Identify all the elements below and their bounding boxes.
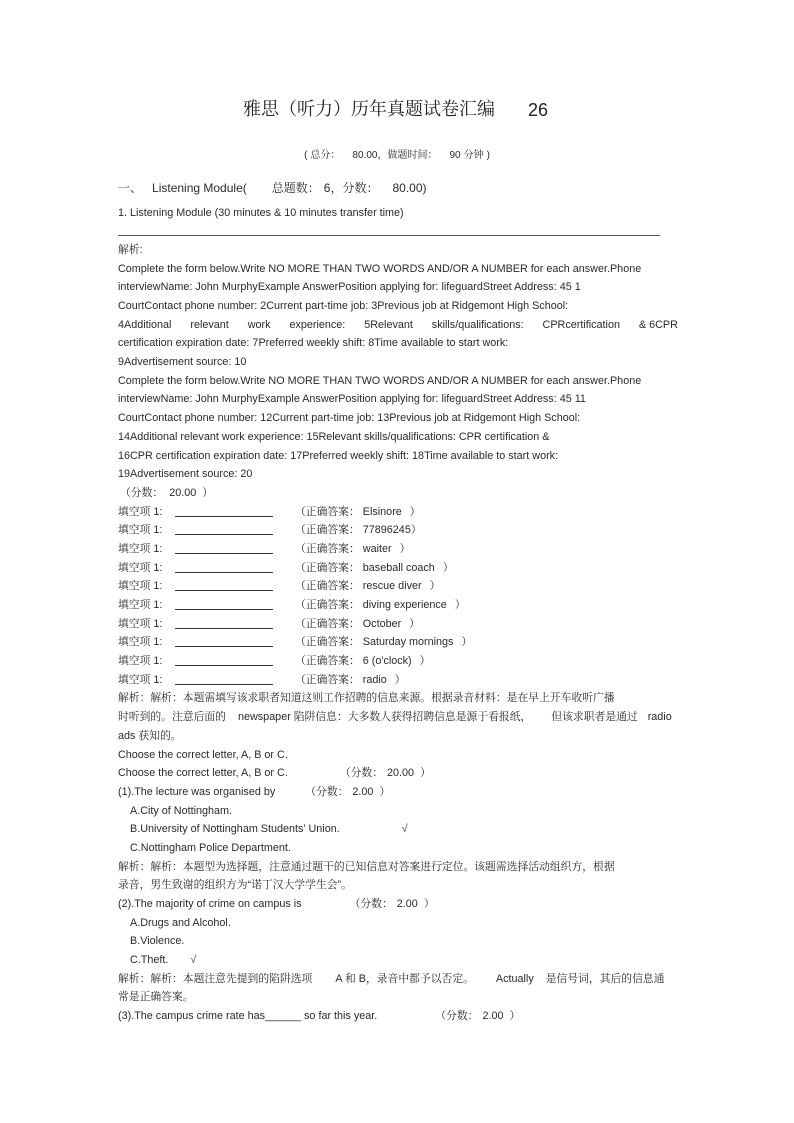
separator-row — [118, 222, 680, 241]
total-score: 80.00 — [352, 150, 378, 161]
option-text: B.University of Nottingham Students' Union. — [130, 823, 340, 836]
blank-underline — [175, 523, 273, 535]
blank-underline — [175, 654, 273, 666]
answer-label: （正确答案： — [295, 505, 360, 518]
blank-underline — [175, 542, 273, 554]
explanation-segment: 但该求职者是通过 — [551, 711, 638, 724]
question-count-label: 总题数： — [271, 181, 320, 195]
explanation-segment: 陷阱信息：大多数人获得招聘信息是源于看报纸， — [293, 711, 532, 724]
answer-close-paren: ） — [442, 561, 454, 574]
blank-label: 填空项 1: — [118, 505, 163, 518]
document-body — [118, 204, 680, 1026]
answer-close-paren: ） — [409, 617, 420, 630]
document-title: 雅思（听力）历年真题试卷汇编 — [243, 99, 495, 120]
blank-underline — [175, 561, 273, 573]
blank-underline — [175, 617, 273, 629]
exam-meta — [0, 148, 794, 164]
answer-close-paren: ） — [454, 599, 466, 612]
explanation-line: ads 获知的。 — [118, 729, 182, 742]
option-text: C.Theft. — [130, 954, 169, 967]
form-text-line: 19Advertisement source: 20 — [118, 468, 253, 481]
score-value: 2.00 — [482, 1010, 504, 1023]
word: skills/qualifications: — [431, 318, 524, 331]
form-text-line: Complete the form below.Write NO MORE THAN TWO WORDS AND/OR A NUMBER for each answer.Phone — [118, 262, 642, 275]
correct-answer: 77896245 — [362, 524, 411, 537]
instruction-text: Choose the correct letter, A, B or C. — [118, 767, 288, 780]
option-c — [118, 839, 680, 858]
explanation-segment: Actually — [495, 972, 534, 985]
meta-open-paren: ( — [304, 150, 308, 161]
option-text: C.Nottingham Police Department. — [130, 841, 291, 854]
blank-row — [118, 503, 680, 522]
blank-row — [118, 615, 680, 634]
answer-label: （正确答案： — [295, 599, 360, 612]
word: CPRcertification — [542, 318, 620, 331]
sub-question-stem — [118, 783, 680, 802]
answer-close-paren: ） — [410, 524, 422, 537]
explanation-segment: newspaper — [237, 711, 291, 724]
time-label: ，做题时间： — [377, 150, 438, 161]
meta-close-paren: ) — [486, 150, 490, 161]
answer-label: （正确答案： — [295, 636, 360, 649]
score-close-paren: ） — [379, 785, 391, 798]
explanation-line — [118, 970, 680, 989]
answer-label: （正确答案： — [295, 580, 360, 593]
answer-label: （正确答案： — [295, 542, 360, 555]
form-text-line: 14Additional relevant work experience: 15Relevant skills/qualifications: CPR certification & — [118, 430, 550, 443]
section-prefix: 一、 — [118, 181, 143, 195]
analysis-label: 解析: — [118, 243, 143, 256]
question-count: 6 — [323, 181, 331, 195]
blank-row — [118, 633, 680, 652]
blank-label: 填空项 1: — [118, 636, 163, 649]
form-text-line: Complete the form below.Write NO MORE THAN TWO WORDS AND/OR A NUMBER for each answer.Phone — [118, 374, 642, 387]
score-label: （分数： — [349, 898, 393, 911]
correct-answer: rescue diver — [362, 580, 422, 593]
form-text-line-justified — [118, 316, 678, 335]
blank-label: 填空项 1: — [118, 599, 163, 612]
explanation-segment: 时听到的。注意后面的 — [118, 711, 226, 724]
stem-text: (2).The majority of crime on campus is — [118, 898, 302, 911]
answer-close-paren: ） — [419, 655, 431, 668]
form-text-line: 9Advertisement source: 10 — [118, 356, 247, 369]
form-text-line: interviewName: John MurphyExample AnswerPosition applying for: lifeguardStreet Address: 45 1 — [118, 281, 581, 294]
score-close-paren: ） — [423, 898, 435, 911]
explanation-segment: 是信号词，其后的信息通 — [545, 972, 665, 985]
blank-row — [118, 559, 680, 578]
section-score-label: ，分数： — [330, 181, 379, 195]
form-text-line: CourtContact phone number: 2Current part-time job: 3Previous job at Ridgemont High School: — [118, 300, 569, 313]
blank-label: 填空项 1: — [118, 655, 163, 668]
blank-label: 填空项 1: — [118, 542, 163, 555]
option-c — [118, 951, 680, 970]
explanation-segment: radio — [647, 711, 672, 724]
option-b — [118, 932, 680, 951]
checkmark-icon: √ — [190, 954, 197, 967]
answer-label: （正确答案： — [295, 655, 360, 668]
blank-underline — [175, 579, 273, 591]
section-heading — [118, 180, 427, 196]
blank-row — [118, 521, 680, 540]
option-b — [118, 820, 680, 839]
score-value: 2.00 — [352, 785, 374, 798]
score-label: （分数： — [120, 486, 164, 499]
instruction-with-score — [118, 764, 680, 783]
option-a — [118, 802, 680, 821]
stem-text: (3).The campus crime rate has______ so far this year. — [118, 1010, 378, 1023]
blank-row — [118, 652, 680, 671]
blank-label: 填空项 1: — [118, 673, 163, 686]
correct-answer: diving experience — [362, 599, 447, 612]
blank-label: 填空项 1: — [118, 561, 163, 574]
word: 4Additional — [118, 318, 172, 331]
answer-label: （正确答案： — [295, 524, 360, 537]
question-heading: 1. Listening Module (30 minutes & 10 minutes transfer time) — [118, 206, 404, 219]
form-text-line: 16CPR certification expiration date: 17Preferred weekly shift: 18Time available to start work: — [118, 449, 559, 462]
explanation-line: 解析：解析：本题需填写该求职者知道这则工作招聘的信息来源。根据录音材料：是在早上开车收听广播 — [118, 692, 615, 705]
form-text-line: certification expiration date: 7Preferred weekly shift: 8Time available to start work: — [118, 337, 509, 350]
score-label: （分数： — [339, 767, 384, 780]
explanation-segment: 解析：解析：本题注意先提到的陷阱选项 — [118, 972, 313, 985]
form-text-line: CourtContact phone number: 12Current part-time job: 13Previous job at Ridgemont High School: — [118, 412, 581, 425]
option-text: A.City of Nottingham. — [130, 804, 233, 817]
word: relevant — [190, 318, 229, 331]
blank-label: 填空项 1: — [118, 617, 163, 630]
answer-label: （正确答案： — [295, 617, 360, 630]
time-limit: 90 — [449, 150, 461, 161]
stem-text: (1).The lecture was organised by — [118, 785, 276, 798]
blank-underline — [175, 673, 273, 685]
total-score-label: 总分： — [310, 150, 341, 161]
time-unit: 分钟 — [463, 150, 484, 161]
answer-close-paren: ） — [461, 636, 473, 649]
checkmark-icon: √ — [401, 823, 408, 836]
blank-row — [118, 671, 680, 690]
separator-line — [118, 235, 660, 236]
explanation-line: 录音，男生致谢的组织方为“诺丁汉大学学生会”。 — [118, 879, 352, 892]
answer-close-paren: ） — [429, 580, 441, 593]
correct-answer: Saturday mornings — [362, 636, 454, 649]
word: work — [247, 318, 271, 331]
blank-underline — [175, 505, 273, 517]
score-close-paren: ） — [202, 486, 214, 499]
score-label: （分数： — [305, 785, 349, 798]
blank-label: 填空项 1: — [118, 524, 163, 537]
blank-row — [118, 540, 680, 559]
word: 5Relevant — [364, 318, 413, 331]
answer-close-paren: ） — [394, 673, 406, 686]
section-name: Listening Module( — [152, 181, 247, 195]
option-text: A.Drugs and Alcohol. — [130, 916, 231, 929]
sub-question-stem — [118, 1007, 680, 1026]
option-text: B.Violence. — [130, 935, 185, 948]
blank-label: 填空项 1: — [118, 580, 163, 593]
correct-answer: October — [362, 617, 402, 630]
form-text-line: interviewName: John MurphyExample AnswerPosition applying for: lifeguardStreet Address: 45 11 — [118, 393, 586, 406]
answer-label: （正确答案： — [295, 673, 360, 686]
correct-answer: baseball coach — [362, 561, 435, 574]
explanation-segment: A 和 B，录音中都予以否定。 — [335, 972, 474, 985]
explanation-line — [118, 708, 680, 727]
answer-label: （正确答案： — [295, 561, 360, 574]
score-value: 20.00 — [387, 767, 415, 780]
section-close-paren: ) — [422, 181, 427, 195]
explanation-line: 解析：解析：本题型为选择题，注意通过题干的已知信息对答案进行定位。该题需选择活动组织方，根据 — [118, 860, 615, 873]
score-value: 2.00 — [396, 898, 418, 911]
sub-question-stem — [118, 895, 680, 914]
blank-underline — [175, 598, 273, 610]
blank-underline — [175, 635, 273, 647]
answer-close-paren: ） — [409, 505, 421, 518]
instruction: Choose the correct letter, A, B or C. — [118, 748, 288, 761]
answer-close-paren: ） — [399, 542, 411, 555]
word: experience: — [289, 318, 346, 331]
question-score — [118, 484, 680, 503]
score-value: 20.00 — [169, 486, 197, 499]
score-close-paren: ） — [420, 767, 431, 780]
correct-answer: Elsinore — [362, 505, 402, 518]
document-number: 26 — [528, 100, 549, 120]
word: & 6CPR — [638, 318, 678, 331]
correct-answer: radio — [362, 673, 387, 686]
score-label: （分数： — [435, 1010, 479, 1023]
correct-answer: 6 (o'clock) — [362, 655, 412, 668]
score-close-paren: ） — [509, 1010, 521, 1023]
correct-answer: waiter — [362, 542, 392, 555]
blank-row — [118, 577, 680, 596]
explanation-line: 常是正确答案。 — [118, 991, 194, 1004]
section-score: 80.00 — [392, 181, 423, 195]
option-a — [118, 914, 680, 933]
blank-row — [118, 596, 680, 615]
